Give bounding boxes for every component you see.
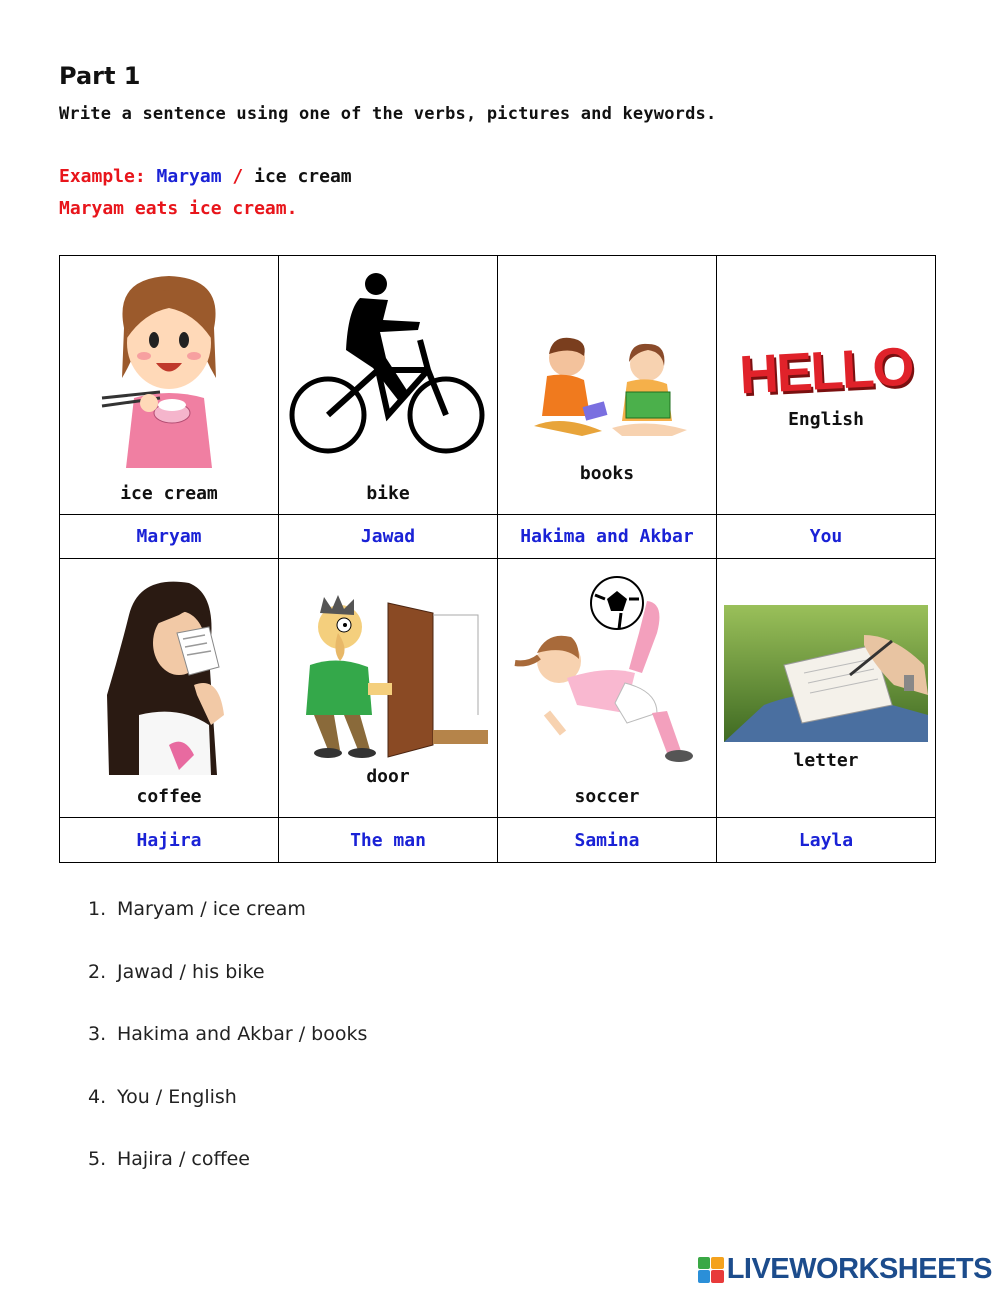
- caption-bike: bike: [366, 483, 410, 504]
- name-layla: Layla: [717, 818, 936, 863]
- question-item: 5. Hajira / coffee: [88, 1148, 250, 1170]
- name-hajira: Hajira: [60, 818, 279, 863]
- man-opening-door-icon: [288, 595, 488, 765]
- instruction-text: Write a sentence using one of the verbs, pictures and keywords.: [59, 104, 717, 124]
- question-item: 4. You / English: [88, 1085, 237, 1108]
- picture-cell-books: [498, 256, 717, 515]
- question-text: You / English: [117, 1085, 237, 1108]
- page-title: Part 1: [59, 62, 141, 90]
- name-samina: Samina: [498, 818, 717, 863]
- picture-cell-soccer: [498, 559, 717, 818]
- name-jawad: Jawad: [279, 515, 498, 559]
- example-answer: Maryam eats ice cream.: [59, 198, 298, 219]
- writing-letter-photo: [724, 605, 928, 742]
- liveworksheets-logo: [698, 1253, 992, 1286]
- hello-word-icon: HELLO: [738, 336, 914, 406]
- caption-soccer: soccer: [574, 786, 640, 807]
- girl-eating-icon: [94, 268, 244, 478]
- name-maryam: Maryam: [60, 515, 279, 559]
- picture-cell-bike: [279, 256, 498, 515]
- picture-cell-ice-cream: [60, 256, 279, 515]
- caption-door: door: [366, 766, 410, 787]
- picture-cell-english: [717, 256, 936, 515]
- example-object: ice cream: [254, 166, 352, 187]
- question-text: Hajira / coffee: [117, 1148, 250, 1170]
- name-you: You: [717, 515, 936, 559]
- caption-letter: letter: [793, 750, 859, 771]
- question-item: 3. Hakima and Akbar / books: [88, 1023, 368, 1045]
- example-subject: Maryam: [156, 166, 222, 187]
- picture-cell-letter: [717, 559, 936, 818]
- caption-english: English: [788, 409, 864, 430]
- name-hakima-and-akbar: Hakima and Akbar: [498, 515, 717, 559]
- example-label: Example:: [59, 166, 146, 187]
- picture-cell-door: [279, 559, 498, 818]
- question-item: 1. Maryam / ice cream: [88, 898, 306, 920]
- kids-reading-icon: [512, 336, 702, 456]
- bike-rider-icon: [288, 270, 488, 470]
- question-item: 2. Jawad / his bike: [88, 960, 265, 983]
- caption-books: books: [579, 463, 635, 484]
- question-list: [88, 898, 367, 1211]
- question-text: Jawad / his bike: [117, 960, 265, 983]
- logo-mark-icon: [698, 1257, 724, 1283]
- girl-kicking-ball-icon: [507, 573, 707, 773]
- example-line: [59, 166, 352, 187]
- caption-coffee: coffee: [136, 786, 202, 807]
- picture-grid: [59, 255, 936, 863]
- girl-drinking-coffee-icon: [99, 575, 239, 780]
- question-text: Hakima and Akbar / books: [117, 1023, 368, 1045]
- name-the-man: The man: [279, 818, 498, 863]
- example-slash: /: [232, 166, 244, 187]
- picture-cell-coffee: [60, 559, 279, 818]
- caption-ice-cream: ice cream: [120, 483, 218, 504]
- question-text: Maryam / ice cream: [117, 898, 306, 920]
- logo-text: LIVEWORKSHEETS: [726, 1253, 992, 1285]
